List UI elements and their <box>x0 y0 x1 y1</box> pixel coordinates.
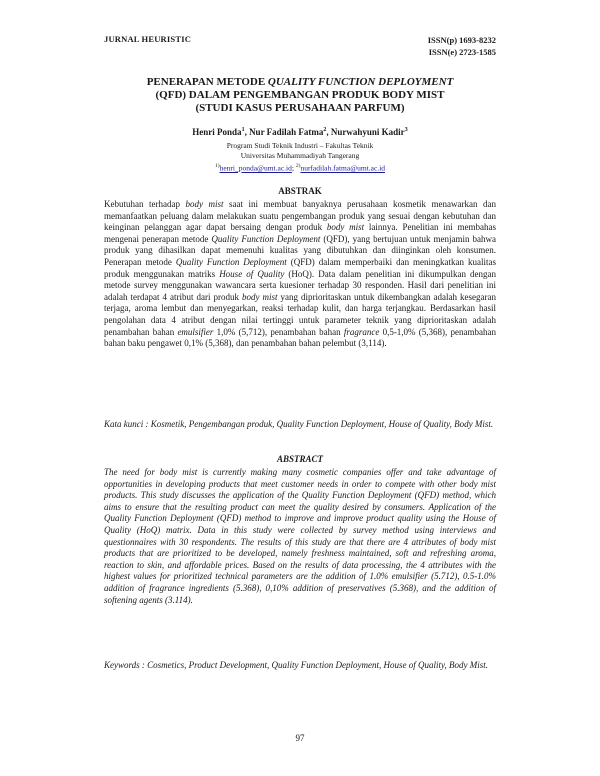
affiliation <box>104 141 496 174</box>
page-number: 97 <box>295 733 305 743</box>
issn-block <box>428 34 496 58</box>
abstrak-heading: ABSTRAK <box>278 186 322 196</box>
author-2: Nur Fadilah Fatma <box>249 127 324 137</box>
journal-name: JURNAL HEURISTIC <box>104 34 192 44</box>
affiliation-program: Program Studi Teknik Industri – Fakultas Teknik <box>226 141 374 150</box>
affiliation-university: Universitas Muhammadiyah Tangerang <box>240 151 360 160</box>
paper-title <box>104 76 496 115</box>
abstract-body: The need for body mist is currently making many cosmetic companies offer and take advantage of opportunities in developing products that meet customer needs in order to compete with other body mist products. This study discusses the application of the Quality Function Deployment (QFD) method, which aims to ensure that the resulting product can meet the quality desired by consumers. Application of the Quality Function Deployment (QFD) method to improve and improve product quality using the House of Quality (HoQ) matrix. Data in this study were collected by survey method using interviews and questionnaires with 30 respondents. The results of this study are that there are 4 attributes of body mist products that are prioritized to be developed, namely freshness maintained, soft and refreshing aroma, reaction to skin, and affordable prices. Based on the results of data processing, the 4 attributes with the highest values for prioritized technical parameters are the addition of 1.0% emulsifier (5.712), 0.5-1.0% addition of fragrance ingredients (5.368), 0,10% addition of preservatives (5.368), and the addition of softening agents (3.114). <box>104 467 496 605</box>
title-line-2: (QFD) DALAM PENGEMBANGAN PRODUK BODY MIST <box>155 89 445 101</box>
kata-kunci: Kata kunci : Kosmetik, Pengembangan produk, Quality Function Deployment, House of Quality, Body Mist. <box>104 419 494 429</box>
author-3: Nurwahyuni Kadir <box>330 127 405 137</box>
email-link-2[interactable]: nurfadilah.fatma@umt.ac.id <box>300 163 386 173</box>
abstract-heading: ABSTRACT <box>276 454 323 464</box>
author-1: Henri Ponda <box>192 127 242 137</box>
email-link-1[interactable]: henri_ponda@umt.ac.id <box>219 163 292 173</box>
affiliation-emails: $^{1)}$henri_ponda@umt.ac.id; $^{2)}$nurfadilah.fatma@umt.ac.id <box>214 163 386 173</box>
issn-online: ISSN(e) 2723-1585 <box>428 47 496 57</box>
title-line-3: (STUDI KASUS PERUSAHAAN PARFUM) <box>195 102 405 114</box>
title-line-1: PENERAPAN METODE QUALITY FUNCTION DEPLOYMENT <box>146 76 454 88</box>
abstrak-body: Kebutuhan terhadap body mist saat ini membuat banyaknya perusahaan kosmetik menawarkan dan memanfaatkan peluang dalam melakukan suatu pengembangan produk yang sesuai dengan kebutuhan dan keinginan pelanggan agar dapat bersaing dengan produk body mist lainnya. Penelitian ini membahas mengenai penerapan metode Quality Function Deployment (QFD), yang bertujuan untuk menjamin bahwa produk yang dihasilkan dapat memenuhi kualitas yang dibutuhkan dan diinginkan oleh konsumen. Penerapan metode Quality Function Deployment (QFD) dalam memperbaiki dan meningkatkan kualitas produk menggunakan matriks House of Quality (HoQ). Data dalam penelitian ini dikumpulkan dengan metode survey menggunakan wawancara serta kuesioner terhadap 30 responden. Hasil dari penelitian ini adalah terdapat 4 atribut dari produk body mist yang diprioritaskan untuk dikembangkan adalah kesegaran terjaga, aroma lembut dan menyegarkan, reaksi terhadap kulit, dan harga terjangkau. Berdasarkan hasil pengolahan data 4 atribut dengan nilai tertinggi untuk parameter teknik yang diprioritaskan adalah penambahan bahan emulsifier 1,0% (5,712), penambahan bahan fragrance 0,5-1,0% (5,368), penambahan bahan baku pengawet 0,1% (5,368), dan penambahan bahan pelembut (3,114). <box>104 199 497 349</box>
author-list: Henri Ponda$^1$, Nur Fadilah Fatma$^2$, Nurwahyuni Kadir$^3$ <box>192 127 408 137</box>
keywords: Keywords : Cosmetics, Product Development, Quality Function Deployment, House of Quality, Body Mist. <box>104 660 489 670</box>
issn-print: ISSN(p) 1693-8232 <box>427 35 496 45</box>
